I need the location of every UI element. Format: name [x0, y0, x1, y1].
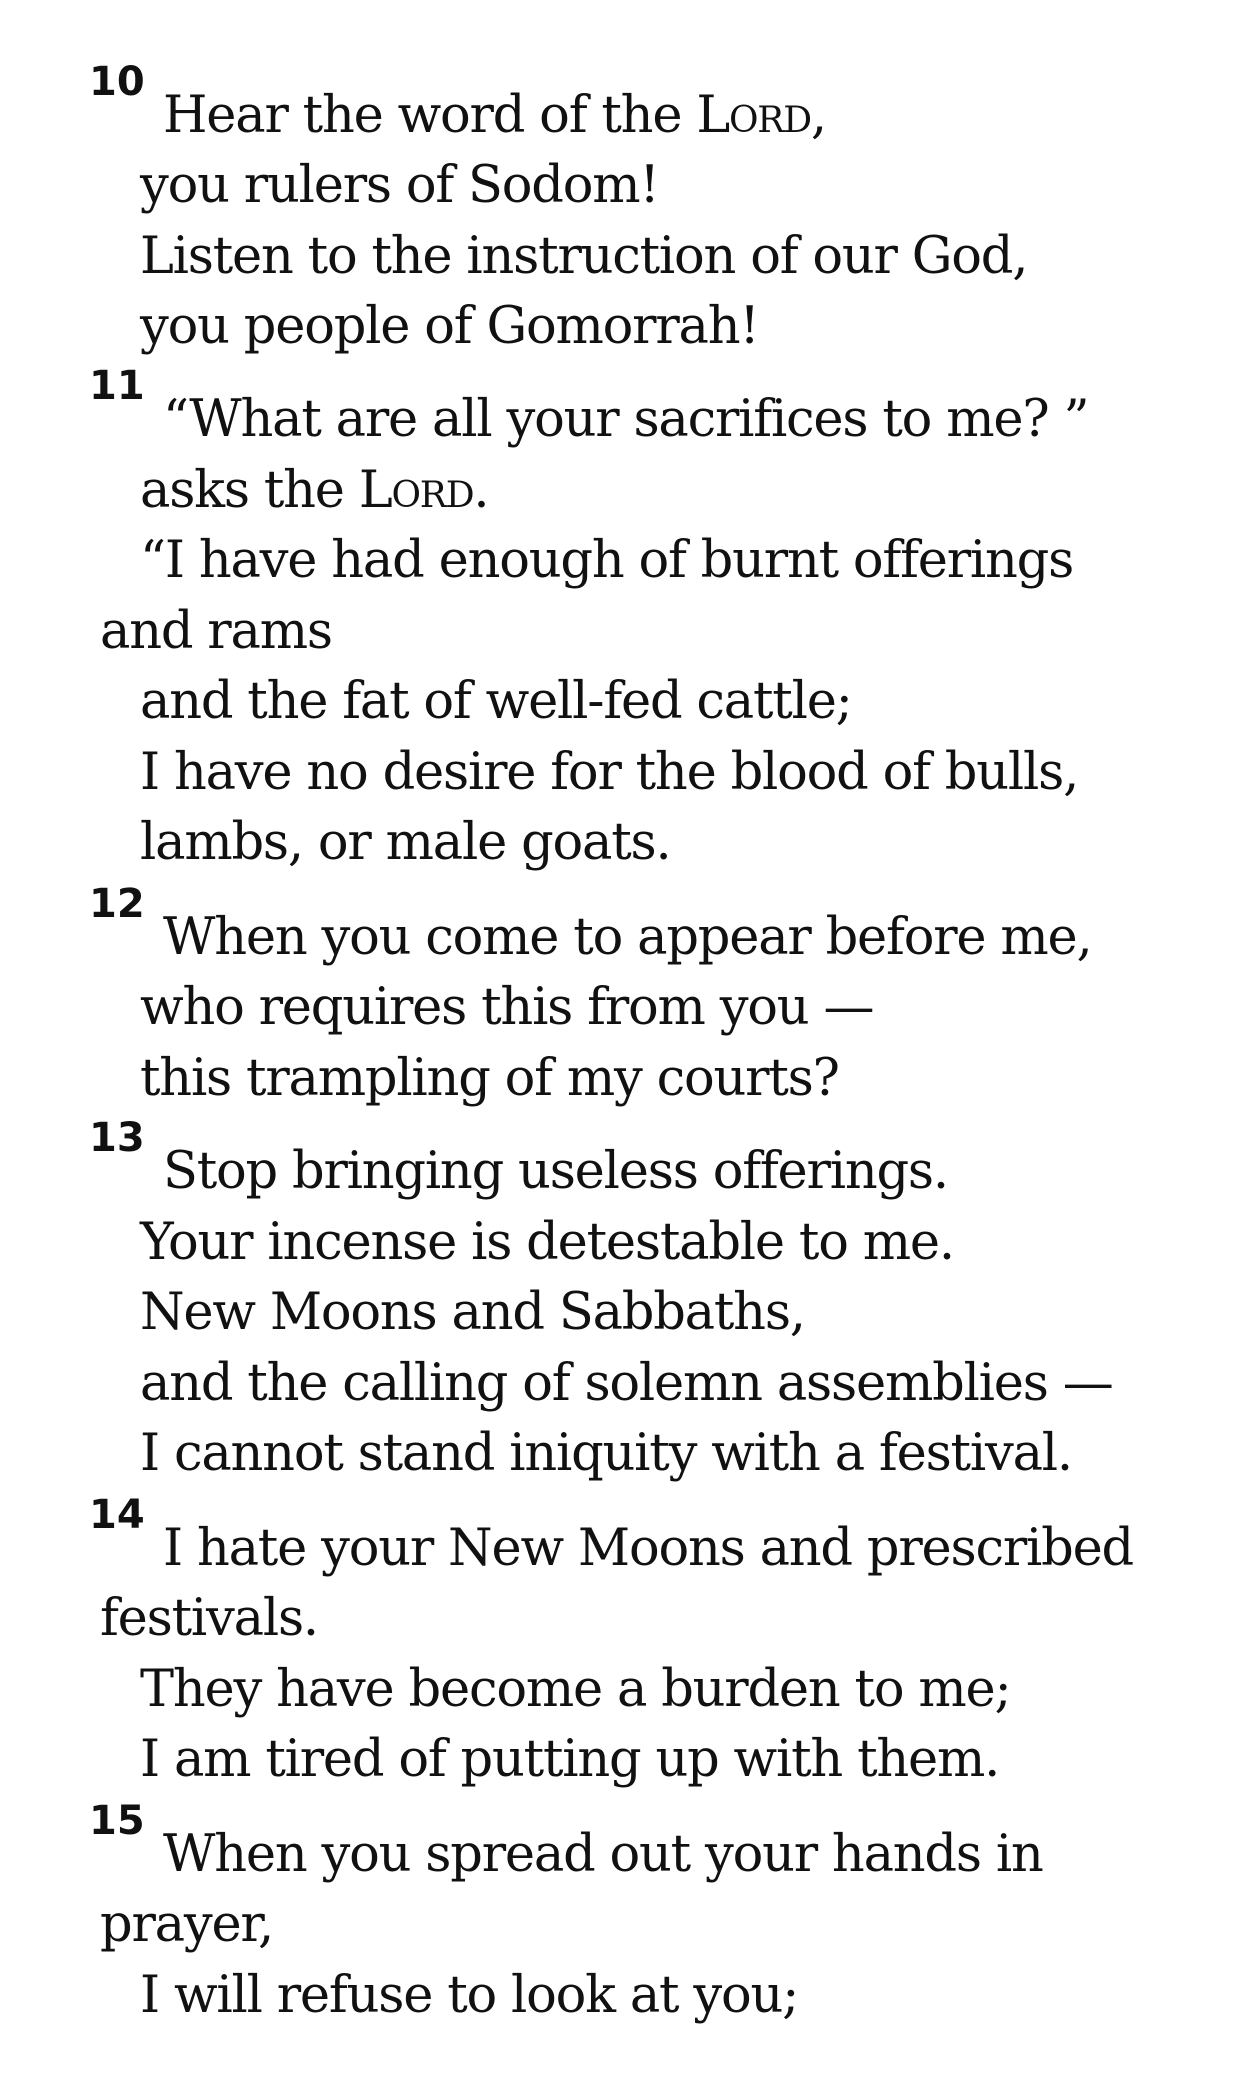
- verse-line: you people of Gomorrah!: [140, 297, 759, 356]
- verse-line: this trampling of my courts?: [140, 1049, 839, 1108]
- verse-line: “What are all your sacrifices to me? ”: [163, 390, 1089, 449]
- verse-line: and the fat of well-fed cattle;: [140, 672, 852, 731]
- verse-number: 12: [89, 881, 145, 927]
- verse-line: I cannot stand iniquity with a festival.: [140, 1424, 1072, 1483]
- verse-line: Your incense is detestable to me.: [140, 1213, 954, 1272]
- verse-number: 15: [89, 1798, 145, 1844]
- verse-number: 13: [89, 1115, 145, 1161]
- verse-line: who requires this from you —: [140, 978, 874, 1037]
- verse-line: prayer,: [100, 1895, 274, 1954]
- verse-line: [163, 86, 826, 145]
- verse-line: New Moons and Sabbaths,: [140, 1283, 805, 1342]
- verse-line: Listen to the instruction of our God,: [140, 227, 1028, 286]
- verse-line: I am tired of putting up with them.: [140, 1730, 1000, 1789]
- verse-line: you rulers of Sodom!: [140, 156, 659, 215]
- verse-line: “I have had enough of burnt offerings: [140, 531, 1074, 590]
- verse-line: and the calling of solemn assemblies —: [140, 1354, 1113, 1413]
- divine-name: Lord: [696, 86, 811, 145]
- verse-line: When you come to appear before me,: [163, 908, 1092, 967]
- verse-line: asks the Lord.: [140, 461, 489, 520]
- verse-number: 10: [89, 59, 145, 105]
- verse-line: and rams: [100, 602, 332, 661]
- verse-line: I have no desire for the blood of bulls,: [140, 743, 1079, 802]
- divine-name: Lord: [358, 461, 474, 520]
- verse-line: Stop bringing useless offerings.: [163, 1142, 948, 1201]
- verse-line: I hate your New Moons and prescribed: [163, 1519, 1134, 1578]
- verse-line: They have become a burden to me;: [140, 1660, 1011, 1719]
- verse-line: I will refuse to look at you;: [140, 1966, 799, 2025]
- verse-line-text: Hear the word of the Lord,: [163, 86, 826, 145]
- verse-line: lambs, or male goats.: [140, 813, 671, 872]
- verse-number: 11: [89, 363, 145, 409]
- verse-line: When you spread out your hands in: [163, 1825, 1043, 1884]
- verse-line: festivals.: [100, 1589, 318, 1648]
- verse-number: 14: [89, 1492, 145, 1538]
